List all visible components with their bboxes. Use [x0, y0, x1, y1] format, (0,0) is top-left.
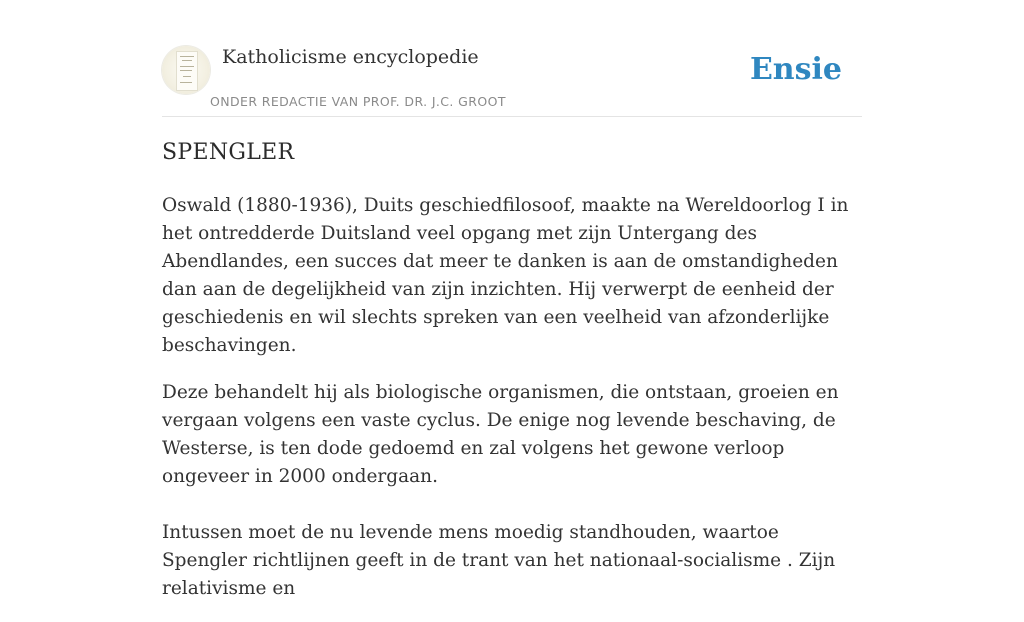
site-title[interactable]: Katholicisme encyclopedie [222, 46, 479, 68]
entry-title: SPENGLER [162, 140, 295, 165]
book-page-shape [176, 51, 198, 91]
entry-paragraph-1: Oswald (1880-1936), Duits geschiedfilosoof, maakte na Wereldoorlog I in het ontredderde Duitsland veel opgang met zijn Untergang des Abendlandes, een succes dat meer te danken is aan de omstandigheden dan aan de degelijkheid van zijn inzichten. Hij verwerpt de eenheid der geschiedenis en wil slechts spreken van een veelheid van afzonderlijke beschavingen. [162, 195, 849, 356]
entry-paragraph-3: Intussen moet de nu levende mens moedig standhouden, waartoe Spengler richtlijnen geeft in de trant van het nationaal-socialisme . Zijn relativisme en [162, 522, 836, 599]
editor-subtitle: ONDER REDACTIE VAN PROF. DR. J.C. GROOT [210, 94, 506, 109]
ensie-logo[interactable]: Ensie [749, 52, 842, 87]
entry-body [162, 192, 862, 622]
site-header [162, 40, 862, 117]
book-cover-icon[interactable] [162, 46, 210, 94]
entry-paragraph-2: Deze behandelt hij als biologische organismen, die ontstaan, groeien en vergaan volgens een vaste cyclus. De enige nog levende beschaving, de Westerse, is ten dode gedoemd en zal volgens het gewone verloop ongeveer in 2000 ondergaan. [162, 382, 839, 487]
